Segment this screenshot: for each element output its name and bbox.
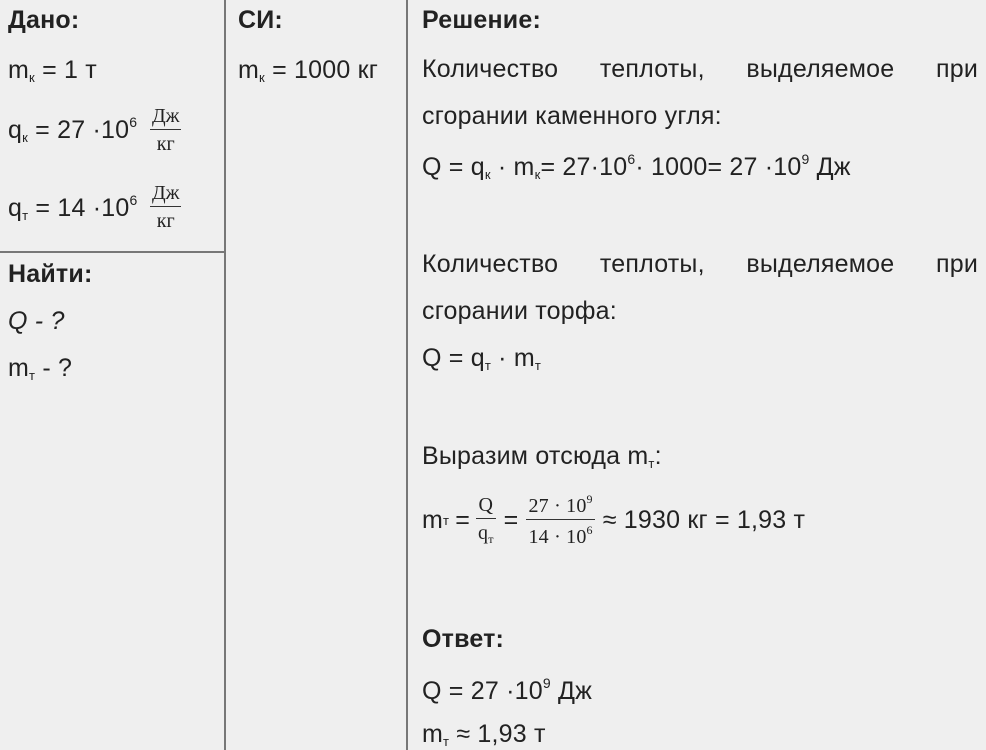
given-heat-peat: $q_т = 14 \cdot 10^6$ [8,192,138,223]
solution-paragraph1-line2: сгорании каменного угля: [422,102,722,130]
solution-formula-coal: $Q = q_к \cdot m_к= 27\cdot 10^6\cdot 1000= 27 \cdot 10^9$ Дж [422,151,851,182]
solution-heading: Решение: [422,6,541,34]
answer-heat: $Q = 27 \cdot 10^9$ Дж [422,675,593,705]
fraction-numeric: $\frac{27 \cdot 10^9}{14 \cdot 10^6}$ [528,492,593,548]
si-mass-coal: $m_к = 1000$ кг [238,56,379,85]
given-mass-coal: $m_к = 1$ т [8,56,97,85]
solution-paragraph1-line1: Количество теплоты, выделяемое при [422,55,978,83]
given-unit-fraction-1: Дж кг [152,105,180,155]
given-unit-fraction-2: Дж кг [152,182,180,232]
answer-mass: $m_т \approx 1,93$ т [422,720,546,749]
solution-paragraph2-line2: сгорании торфа: [422,297,617,325]
solution-express-line: Выразим отсюда $m_т$: [422,442,662,471]
find-heading: Найти: [8,260,93,288]
solution-formula-peat: $Q = q_т \cdot m_т$ [422,344,541,373]
find-mass-peat: $m_т$ - ? [8,354,73,383]
fraction-q-over-q: $\frac{Q}{q_т}$ [478,494,494,546]
given-heading: Дано: [8,6,80,34]
answer-heading: Ответ: [422,625,505,653]
given-heat-coal: $q_к = 27 \cdot 10^6$ [8,114,138,145]
find-heat: Q - ? [8,307,65,335]
solution-paragraph2-line1: Количество теплоты, выделяемое при [422,250,978,278]
column-divider-2 [406,0,408,750]
solution-formula-mass: m т = $\frac{Q}{q_т}$ = $\frac{27 \cdot 10^9}{14 \cdot 10^6}$ ≈ 1930 кг = 1,93 т [422,492,806,548]
given-find-divider [0,251,225,253]
si-heading: СИ: [238,6,283,34]
column-divider-1 [224,0,226,750]
